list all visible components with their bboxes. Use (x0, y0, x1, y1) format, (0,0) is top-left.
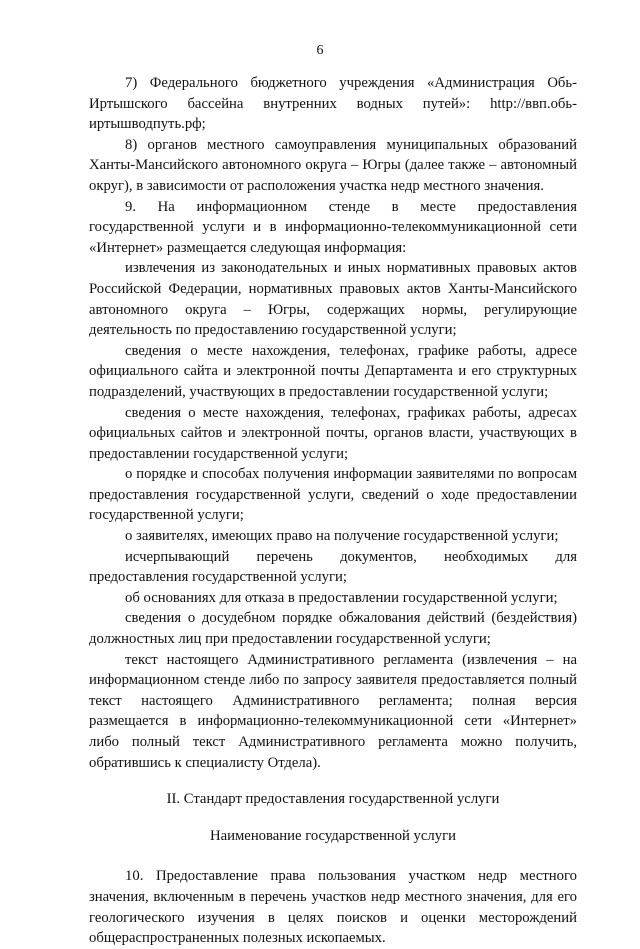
info-list-item-documents: исчерпывающий перечень документов, необходимых для предоставления государственной услуги; (89, 548, 577, 586)
info-list-item-refusal-grounds: об основаниях для отказа в предоставлении государственной услуги; (125, 589, 558, 606)
section-title: II. Стандарт предоставления государственной услуги (166, 791, 500, 808)
info-list-item-authorities-contacts: сведения о месте нахождения, телефонах, графиках работы, адресах официальных сайтов и электронной почты, органов власти, участвующих в предоставлении государственной услуги; (89, 404, 577, 462)
info-list-item-regulation-text: текст настоящего Административного регламента (извлечения – на информационном стенде либо по запросу заявителя предоставляется полный текст настоящего Административного регламента; полная версия размещается в информационно-телекоммуникационной сети «Интернет» либо полный текст Административного регламента можно получить, обратившись к специалисту Отдела). (89, 651, 577, 771)
subsection-title: Наименование государственной услуги (210, 827, 456, 844)
info-list-item-appeal-procedure: сведения о досудебном порядке обжалования действий (бездействия) должностных лиц при предоставлении государственной услуги; (89, 610, 577, 648)
info-list-item-legal-extracts: извлечения из законодательных и иных нормативных правовых актов Российской Федерации, нормативных правовых актов Ханты-Мансийского автономного округа – Югры, содержащих нормы, регулирующие деятельность по предоставлению государственной услуги; (89, 260, 577, 339)
info-list-item-applicants: о заявителях, имеющих право на получение государственной услуги; (125, 528, 559, 545)
paragraph-item-10: 10. Предоставление права пользования участком недр местного значения, включенным в перечень участков недр местного значения, для его геологического изучения в целях поисков и оценки месторождений общераспространенных полезных ископаемых. (89, 868, 577, 947)
document-body (89, 73, 577, 949)
page-number: 6 (316, 43, 324, 58)
paragraph-item-9: 9. На информационном стенде в месте предоставления государственной услуги и в информационно-телекоммуникационной сети «Интернет» размещается следующая информация: (89, 198, 577, 256)
paragraph-item-8: 8) органов местного самоуправления муниципальных образований Ханты-Мансийского автономного округа – Югры (далее также – автономный округ), в зависимости от расположения участка недр местного значения. (89, 136, 577, 194)
info-list-item-information-procedure: о порядке и способах получения информации заявителями по вопросам предоставления государственной услуги, сведений о ходе предоставлении государственной услуги; (89, 466, 577, 524)
paragraph-item-7: 7) Федерального бюджетного учреждения «Администрация Обь-Иртышского бассейна внутренних водных путей»: http://ввп.обь-иртышводпуть.рф; (89, 75, 577, 133)
info-list-item-department-contacts: сведения о месте нахождения, телефонах, графике работы, адресе официального сайта и электронной почты Департамента и его структурных подразделений, участвующих в предоставлении государственной услуги; (89, 342, 577, 400)
